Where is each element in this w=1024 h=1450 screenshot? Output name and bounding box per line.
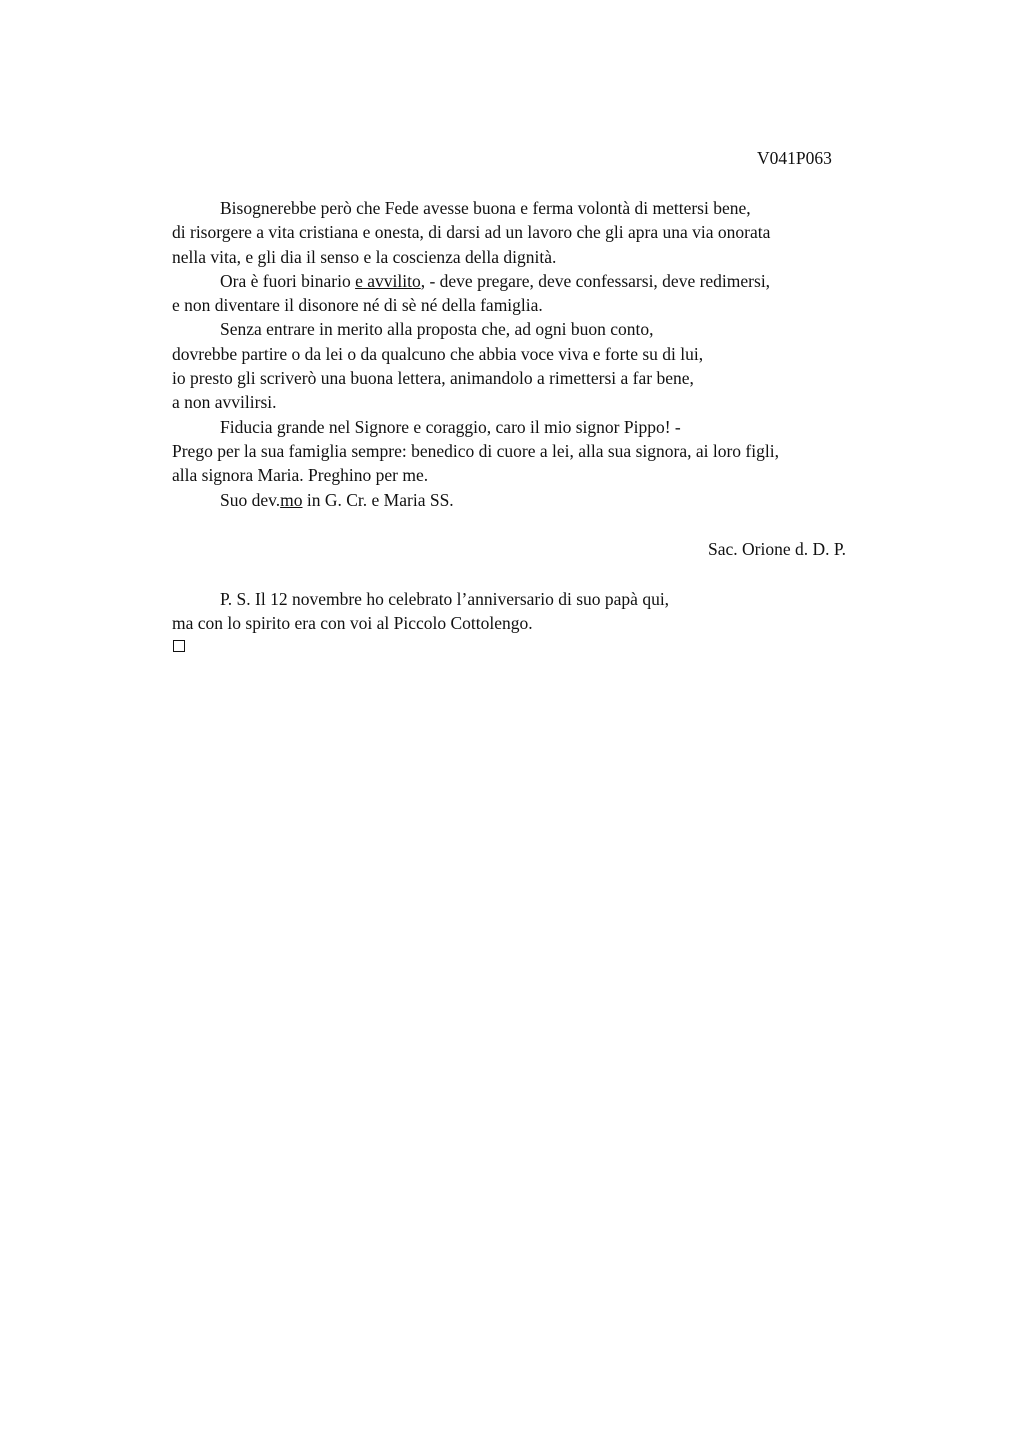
empty-square-icon [173, 640, 185, 652]
text-run: P. S. Il 12 novembre ho celebrato l’anniversario di suo papà qui, [220, 589, 670, 609]
text-run: dovrebbe partire o da lei o da qualcuno che abbia voce viva e forte su di lui, [172, 343, 704, 364]
letter-body-line [172, 196, 912, 220]
letter-body-line [172, 463, 912, 487]
letter-body-line [172, 269, 912, 293]
letter-body-line [172, 317, 912, 341]
letter-body-line [172, 488, 912, 512]
text-run: ma con lo spirito era con voi al Piccolo Cottolengo. [172, 613, 533, 634]
text-run: , - deve pregare, deve confessarsi, deve redimersi, [420, 270, 771, 291]
letter-body-line [172, 293, 912, 317]
text-run: Ora è fuori binario [220, 270, 356, 291]
underlined-text: mo [280, 489, 303, 510]
postscript-line [172, 611, 912, 635]
postscript-line [172, 587, 912, 611]
text-run: Bisognerebbe però che Fede avesse buona e ferma volontà di mettersi bene, [220, 198, 751, 218]
letter-body-line [172, 439, 912, 463]
text-run: alla signora Maria. Preghino per me. [172, 465, 429, 486]
text-run: Suo dev. [220, 489, 281, 510]
text-run: in G. Cr. e Maria SS. [302, 489, 454, 510]
text-run: e non diventare il disonore né di sè né della famiglia. [172, 295, 543, 316]
text-run: io presto gli scriverò una buona lettera, animandolo a rimettersi a far bene, [172, 368, 694, 389]
underlined-text: e avvilito [355, 270, 421, 291]
letter-body-line [172, 245, 912, 269]
text-run: nella vita, e gli dia il senso e la coscienza della dignità. [172, 246, 557, 267]
letter-body [172, 196, 912, 512]
letter-body-line [172, 220, 912, 244]
text-run: a non avvilirsi. [172, 392, 277, 413]
letter-body-line [172, 342, 912, 366]
text-run: Prego per la sua famiglia sempre: benedico di cuore a lei, alla sua signora, ai loro figli, [172, 440, 779, 461]
text-run: Senza entrare in merito alla proposta che, ad ogni buon conto, [220, 319, 654, 340]
signature: Sac. Orione d. D. P. [708, 539, 847, 559]
letter-body-line [172, 366, 912, 390]
text-run: Fiducia grande nel Signore e coraggio, caro il mio signor Pippo! - [220, 416, 681, 437]
postscript [172, 587, 912, 636]
reference-code: V041P063 [757, 148, 832, 168]
letter-body-line [172, 390, 912, 414]
letter-body-line [172, 415, 912, 439]
text-run: di risorgere a vita cristiana e onesta, di darsi ad un lavoro che gli apra una via onorata [172, 222, 771, 243]
